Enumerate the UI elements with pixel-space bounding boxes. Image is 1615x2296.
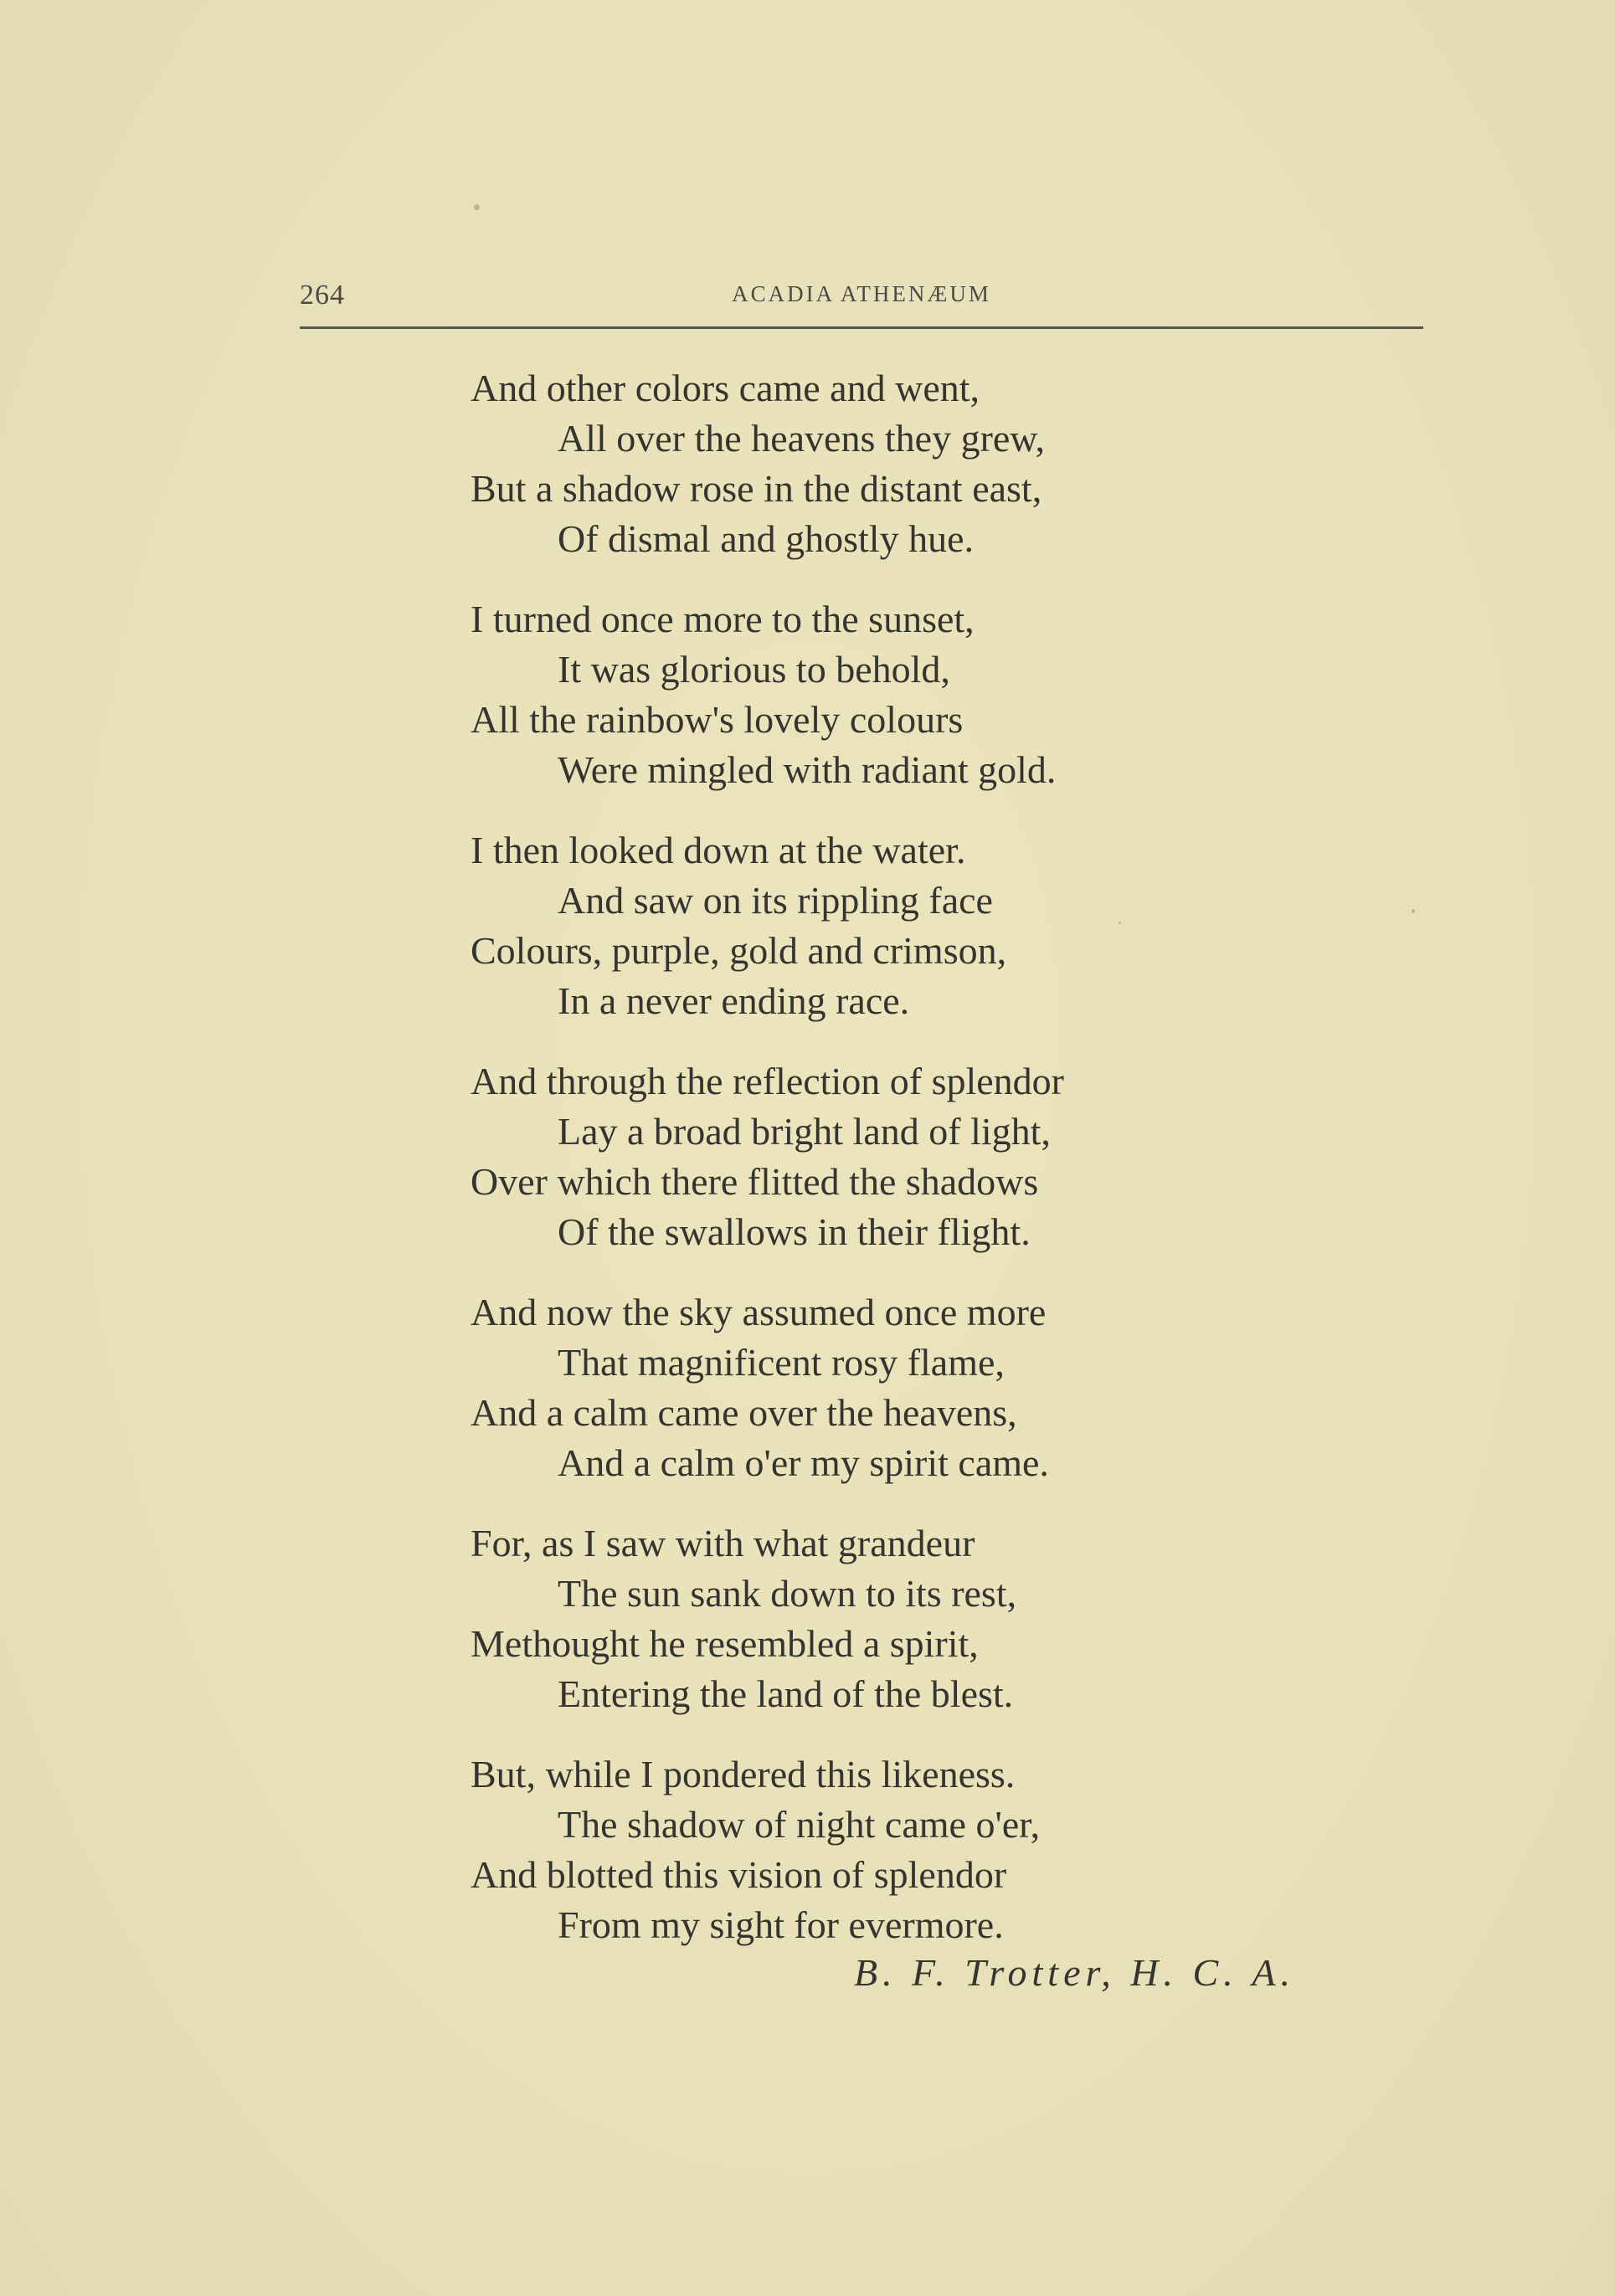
poem-line: And a calm came over the heavens, (471, 1391, 1017, 1434)
poem-line: I then looked down at the water. (471, 829, 966, 871)
poem-line: In a never ending race. (558, 979, 910, 1022)
stanza-4 (471, 1056, 1391, 1257)
poem-line: It was glorious to behold, (558, 648, 950, 691)
stanza-2 (471, 594, 1391, 795)
poem-line: Colours, purple, gold and crimson, (471, 929, 1007, 972)
poem-line: And a calm o'er my spirit came. (558, 1441, 1049, 1484)
poem (471, 363, 1391, 1980)
paper-speck (474, 204, 480, 210)
poem-line: For, as I saw with what grandeur (471, 1522, 975, 1564)
stanza-1 (471, 363, 1391, 564)
poem-line: Over which there flitted the shadows (471, 1160, 1039, 1203)
author-signature: B. F. Trotter, H. C. A. (854, 1951, 1295, 1994)
stanza-3 (471, 825, 1391, 1026)
poem-line: I turned once more to the sunset, (471, 598, 975, 640)
page-header (300, 276, 1423, 329)
poem-line: Were mingled with radiant gold. (558, 748, 1057, 791)
page-number: 264 (300, 280, 345, 311)
poem-line: And through the reflection of splendor (471, 1060, 1064, 1102)
poem-line: And saw on its rippling face (558, 879, 993, 922)
poem-line: And blotted this vision of splendor (471, 1853, 1007, 1896)
poem-line: But, while I pondered this likeness. (471, 1753, 1016, 1795)
poem-line: And other colors came and went, (471, 367, 980, 409)
poem-line: Of dismal and ghostly hue. (558, 517, 974, 560)
poem-line: From my sight for evermore. (558, 1903, 1004, 1946)
poem-line: Of the swallows in their flight. (558, 1210, 1031, 1253)
poem-line: The shadow of night came o'er, (558, 1803, 1041, 1846)
poem-line: The sun sank down to its rest, (558, 1572, 1017, 1615)
stanza-6 (471, 1518, 1391, 1719)
poem-line: But a shadow rose in the distant east, (471, 467, 1042, 510)
poem-line: All over the heavens they grew, (558, 417, 1046, 460)
poem-line: All the rainbow's lovely colours (471, 698, 964, 741)
poem-line: Entering the land of the blest. (558, 1672, 1014, 1715)
stanza-7 (471, 1749, 1391, 1950)
poem-line: Methought he resembled a spirit, (471, 1622, 979, 1665)
poem-line: That magnificent rosy flame, (558, 1341, 1005, 1384)
poem-line: Lay a broad bright land of light, (558, 1110, 1051, 1153)
stanza-5 (471, 1287, 1391, 1488)
paper-speck (1412, 909, 1415, 913)
running-head: ACADIA ATHENÆUM (732, 281, 991, 306)
poem-line: And now the sky assumed once more (471, 1291, 1047, 1333)
